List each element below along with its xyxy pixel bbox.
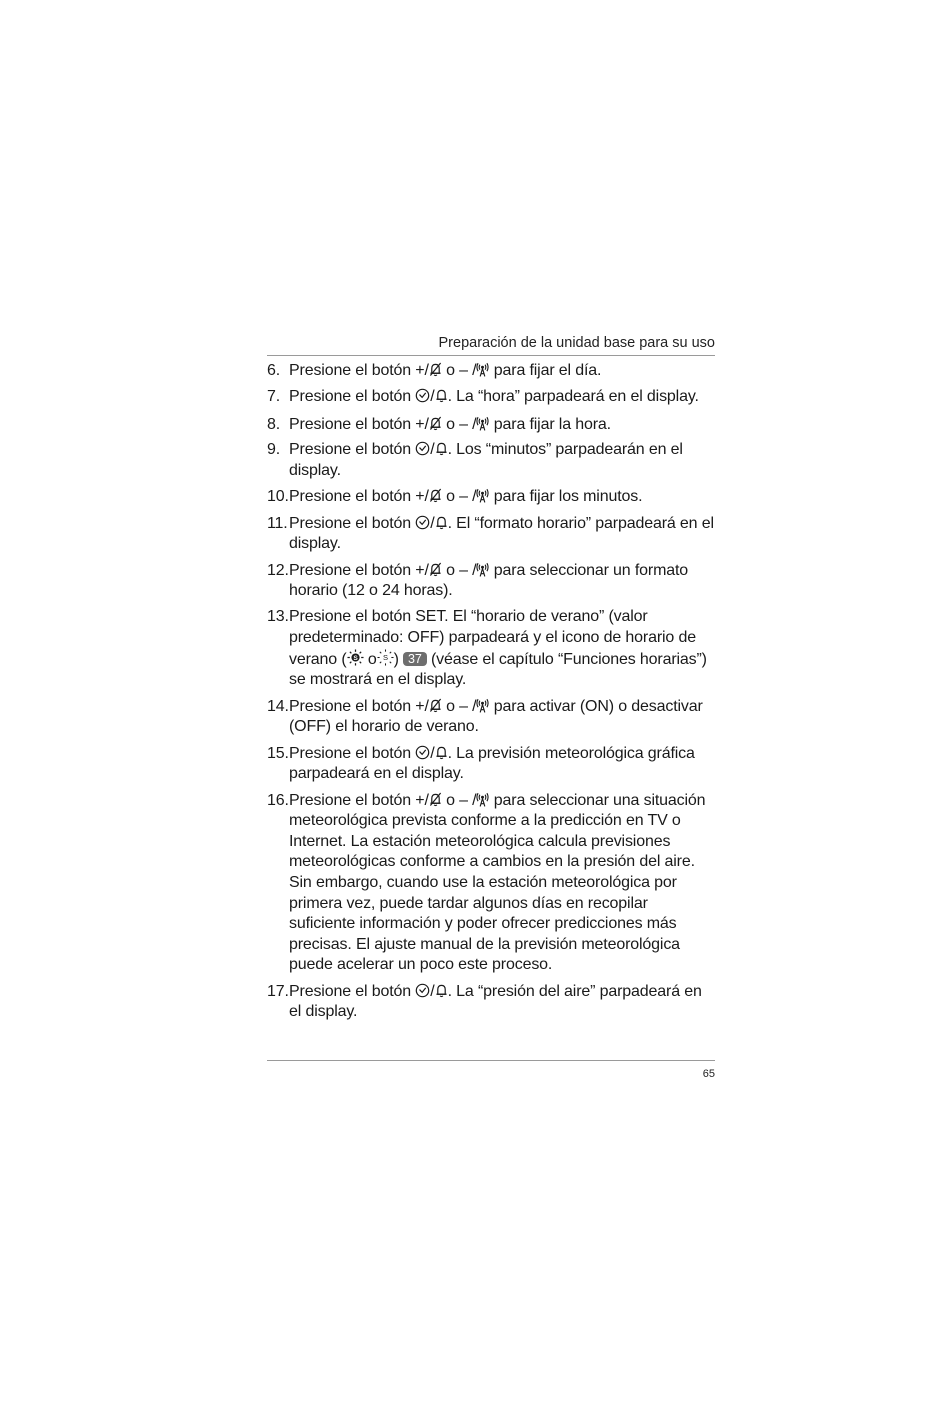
step-text: Presione el botón: [289, 561, 411, 579]
header-divider: [267, 355, 715, 356]
step-number: 12.: [267, 561, 289, 579]
plus-glyph: +: [415, 791, 425, 809]
step-text: para activar (ON) o desactivar (OFF) el horario de verano.: [289, 697, 703, 736]
alarm-off-icon: [429, 362, 442, 377]
plus-glyph: +: [415, 362, 425, 379]
slash-glyph: /: [472, 697, 477, 715]
step-number: 6.: [267, 362, 281, 379]
radio-signal-icon: [476, 362, 489, 377]
step-number: 10.: [267, 488, 289, 506]
step-text: (véase el capítulo “Funciones horarias”) se mostrará en el display.: [289, 650, 707, 689]
dst-sun-outline-icon: [377, 649, 394, 666]
radio-signal-icon: [476, 562, 489, 577]
list-item: [267, 607, 715, 690]
step-text: para fijar la hora.: [493, 415, 611, 433]
list-item: [267, 514, 715, 555]
list-item: [267, 744, 715, 785]
step-number: 13.: [267, 608, 289, 626]
step-number: 17.: [267, 982, 289, 1000]
list-item: [267, 982, 715, 1023]
step-text: para seleccionar un formato horario (12 o 24 horas).: [289, 561, 689, 600]
alarm-off-icon: [429, 562, 442, 577]
or-word: o: [446, 791, 455, 809]
or-word: o: [446, 362, 455, 379]
slash-glyph: /: [472, 561, 477, 579]
step-text: . Los “minutos” parpadearán en el display.: [289, 441, 683, 479]
step-text: Presione el botón: [289, 791, 411, 809]
or-word: o: [446, 697, 455, 715]
step-text: Presione el botón: [289, 362, 411, 379]
step-number: 11.: [267, 514, 288, 532]
step-text: para seleccionar una situación meteorológica prevista conforme a la predicción en TV o Internet. La estación meteorológica calcula previsiones meteorológicas conforme a cambios en la presión del aire. Sin embargo, cuando use la estación meteorológica por primera vez, puede tardar algunos días en recopilar suficiente información y poder ofrecer predicciones más precisas. El ajuste manual de la previsión meteorológica puede acelerar un poco este proceso.: [289, 791, 706, 974]
slash-glyph: /: [424, 561, 429, 579]
step-text: Presione el botón: [289, 441, 411, 459]
list-item: [267, 791, 715, 976]
step-text: . La “hora” parpadeará en el display.: [447, 388, 699, 406]
slash-glyph: /: [424, 697, 429, 715]
step-text: Presione el botón: [289, 415, 411, 433]
alarm-off-icon: [429, 416, 442, 431]
slash-glyph: /: [430, 441, 435, 459]
step-text: . El “formato horario” parpadeará en el display.: [289, 514, 714, 553]
step-text: Presione el botón: [289, 488, 411, 506]
alarm-bell-icon: [435, 515, 448, 530]
plus-glyph: +: [415, 415, 425, 433]
clock-icon: [415, 388, 430, 403]
slash-glyph: /: [424, 362, 429, 379]
alarm-off-icon: [429, 488, 442, 503]
radio-signal-icon: [476, 792, 489, 807]
minus-glyph: –: [459, 697, 468, 715]
step-text: Presione el botón: [289, 388, 411, 406]
close-paren-glyph: ): [393, 650, 399, 668]
plus-glyph: +: [415, 561, 425, 579]
step-number: 15.: [267, 744, 289, 762]
minus-glyph: –: [459, 791, 468, 809]
alarm-bell-icon: [435, 441, 448, 456]
step-number: 9.: [267, 441, 281, 459]
or-word: o: [446, 488, 455, 506]
step-text: Presione el botón: [289, 697, 411, 715]
step-text: Presione el botón SET. El “horario de verano” (valor predeterminado: OFF) parpadeará y el icono de horario de verano: [289, 608, 696, 668]
radio-signal-icon: [476, 698, 489, 713]
radio-signal-icon: [476, 488, 489, 503]
running-header: Preparación de la unidad base para su uso: [438, 335, 715, 351]
list-item: [267, 561, 715, 602]
minus-glyph: –: [459, 415, 468, 433]
plus-glyph: +: [415, 697, 425, 715]
or-word: o: [446, 561, 455, 579]
slash-glyph: /: [472, 362, 477, 379]
step-text: Presione el botón: [289, 982, 411, 1000]
slash-glyph: /: [472, 791, 477, 809]
chapter-reference-badge: 37: [403, 652, 427, 666]
or-word: o: [446, 415, 455, 433]
list-item: [267, 487, 715, 508]
plus-glyph: +: [415, 488, 425, 506]
step-number: 7.: [267, 388, 281, 406]
slash-glyph: /: [430, 388, 435, 406]
step-text: . La “presión del aire” parpadeará en el display.: [289, 982, 702, 1021]
slash-glyph: /: [430, 744, 435, 762]
slash-glyph: /: [472, 488, 477, 506]
slash-glyph: /: [472, 415, 477, 433]
step-number: 16.: [267, 791, 289, 809]
list-item: [267, 415, 715, 436]
step-number: 8.: [267, 415, 281, 433]
clock-icon: [415, 745, 430, 760]
minus-glyph: –: [459, 488, 468, 506]
list-item: [267, 387, 715, 408]
slash-glyph: /: [430, 514, 435, 532]
minus-glyph: –: [459, 362, 468, 379]
step-text: para fijar el día.: [493, 362, 602, 379]
step-text: Presione el botón: [289, 514, 411, 532]
alarm-off-icon: [429, 792, 442, 807]
minus-glyph: –: [459, 561, 468, 579]
footer-divider: [267, 1060, 715, 1061]
clock-icon: [415, 515, 430, 530]
open-paren-glyph: (: [341, 650, 347, 668]
page-number: 65: [702, 1068, 715, 1080]
clock-icon: [415, 441, 430, 456]
alarm-bell-icon: [435, 983, 448, 998]
list-item: [267, 697, 715, 738]
slash-glyph: /: [424, 415, 429, 433]
step-number: 14.: [267, 697, 289, 715]
alarm-off-icon: [429, 698, 442, 713]
clock-icon: [415, 983, 430, 998]
alarm-bell-icon: [435, 388, 448, 403]
dst-sun-filled-icon: [347, 649, 364, 666]
step-text: . La previsión meteorológica gráfica parpadeará en el display.: [289, 744, 695, 783]
step-text: Presione el botón: [289, 744, 411, 762]
or-word: o: [367, 650, 377, 668]
step-text: para fijar los minutos.: [493, 488, 643, 506]
slash-glyph: /: [424, 488, 429, 506]
radio-signal-icon: [476, 416, 489, 431]
slash-glyph: /: [430, 982, 435, 1000]
list-item: [267, 440, 715, 481]
slash-glyph: /: [424, 791, 429, 809]
instruction-list: [267, 361, 715, 1023]
list-item: [267, 361, 715, 382]
alarm-bell-icon: [435, 745, 448, 760]
